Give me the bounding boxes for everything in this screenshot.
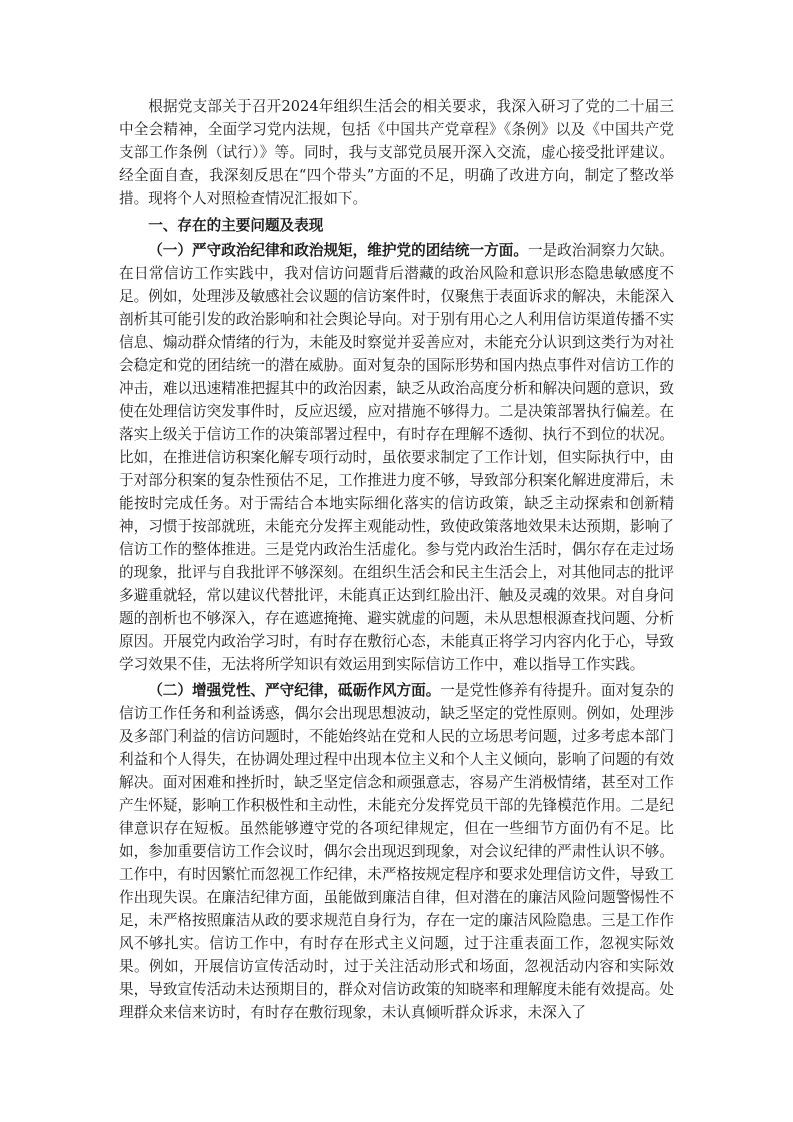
document-page [119,95,674,1024]
subsection-1-title: （一）严守政治纪律和政治规矩，维护党的团结统一方面。 [148,242,528,259]
subsection-2-title: （二）增强党性、严守纪律，砥砺作风方面。 [148,682,441,699]
subsection-2-paragraph [119,679,674,1024]
subsection-1-paragraph [119,239,674,676]
section-heading: 一、存在的主要问题及表现 [148,217,324,234]
subsection-1-body: 一是政治洞察力欠缺。在日常信访工作实践中，我对信访问题背后潜藏的政治风险和意识形态隐患敏感度不足。例如，处理涉及敏感社会议题的信访案件时，仅聚焦于表面诉求的解决，未能深入剖析其可能引发的政治影响和社会舆论导向。对于别有用心之人利用信访渠道传播不实信息、煽动群众情绪的行为，未能及时察觉并妥善应对，未能充分认识到这类行为对社会稳定和党的团结统一的潜在威胁。面对复杂的国际形势和国内热点事件对信访工作的冲击，难以迅速精准把握其中的政治因素，缺乏从政治高度分析和解决问题的意识，致使在处理信访突发事件时，反应迟缓，应对措施不够得力。二是决策部署执行偏差。在落实上级关于信访工作的决策部署过程中，有时存在理解不透彻、执行不到位的状况。比如，在推进信访积案化解专项行动时，虽依要求制定了工作计划，但实际执行中，由于对部分积案的复杂性预估不足，工作推进力度不够，导致部分积案化解进度滞后，未能按时完成任务。对于需结合本地实际细化落实的信访政策，缺乏主动探索和创新精神，习惯于按部就班，未能充分发挥主观能动性，致使政策落地效果未达预期，影响了信访工作的整体推进。三是党内政治生活虚化。参与党内政治生活时，偶尔存在走过场的现象，批评与自我批评不够深刻。在组织生活会和民主生活会上，对其他同志的批评多避重就轻，常以建议代替批评，未能真正达到红脸出汗、触及灵魂的效果。对自身问题的剖析也不够深入，存在遮遮掩掩、避实就虚的问题，未从思想根源查找问题、分析原因。开展党内政治学习时，有时存在敷衍心态，未能真正将学习内容内化于心，导致学习效果不佳，无法将所学知识有效运用到实际信访工作中，难以指导工作实践。 [119,242,674,673]
intro-paragraph: 根据党支部关于召开2024年组织生活会的相关要求，我深入研习了党的二十届三中全会精神，全面学习党内法规，包括《中国共产党章程》《条例》以及《中国共产党支部工作条例（试行）》等。同时，我与支部党员展开深入交流，虚心接受批评建议。经全面自查，我深刻反思在“四个带头”方面的不足，明确了改进方向，制定了整改举措。现将个人对照检查情况汇报如下。 [119,98,674,207]
subsection-2-body: 一是党性修养有待提升。面对复杂的信访工作任务和利益诱惑，偶尔会出现思想波动，缺乏坚定的党性原则。例如，处理涉及多部门利益的信访问题时，不能始终站在党和人民的立场思考问题，过多考虑本部门利益和个人得失，在协调处理过程中出现本位主义和个人主义倾向，影响了问题的有效解决。面对困难和挫折时，缺乏坚定信念和顽强意志，容易产生消极情绪，甚至对工作产生怀疑，影响工作积极性和主动性，未能充分发挥党员干部的先锋模范作用。二是纪律意识存在短板。虽然能够遵守党的各项纪律规定，但在一些细节方面仍有不足。比如，参加重要信访工作会议时，偶尔会出现迟到现象，对会议纪律的严肃性认识不够。工作中，有时因繁忙而忽视工作纪律，未严格按规定程序和要求处理信访文件，导致工作出现失误。在廉洁纪律方面，虽能做到廉洁自律，但对潜在的廉洁风险问题警惕性不足，未严格按照廉洁从政的要求规范自身行为，存在一定的廉洁风险隐患。三是工作作风不够扎实。信访工作中，有时存在形式主义问题，过于注重表面工作，忽视实际效果。例如，开展信访宣传活动时，过于关注活动形式和场面，忽视活动内容和实际效果，导致宣传活动未达预期目的，群众对信访政策的知晓率和理解度未能有效提高。处理群众来信来访时，有时存在敷衍现象，未认真倾听群众诉求，未深入了 [119,682,674,1021]
